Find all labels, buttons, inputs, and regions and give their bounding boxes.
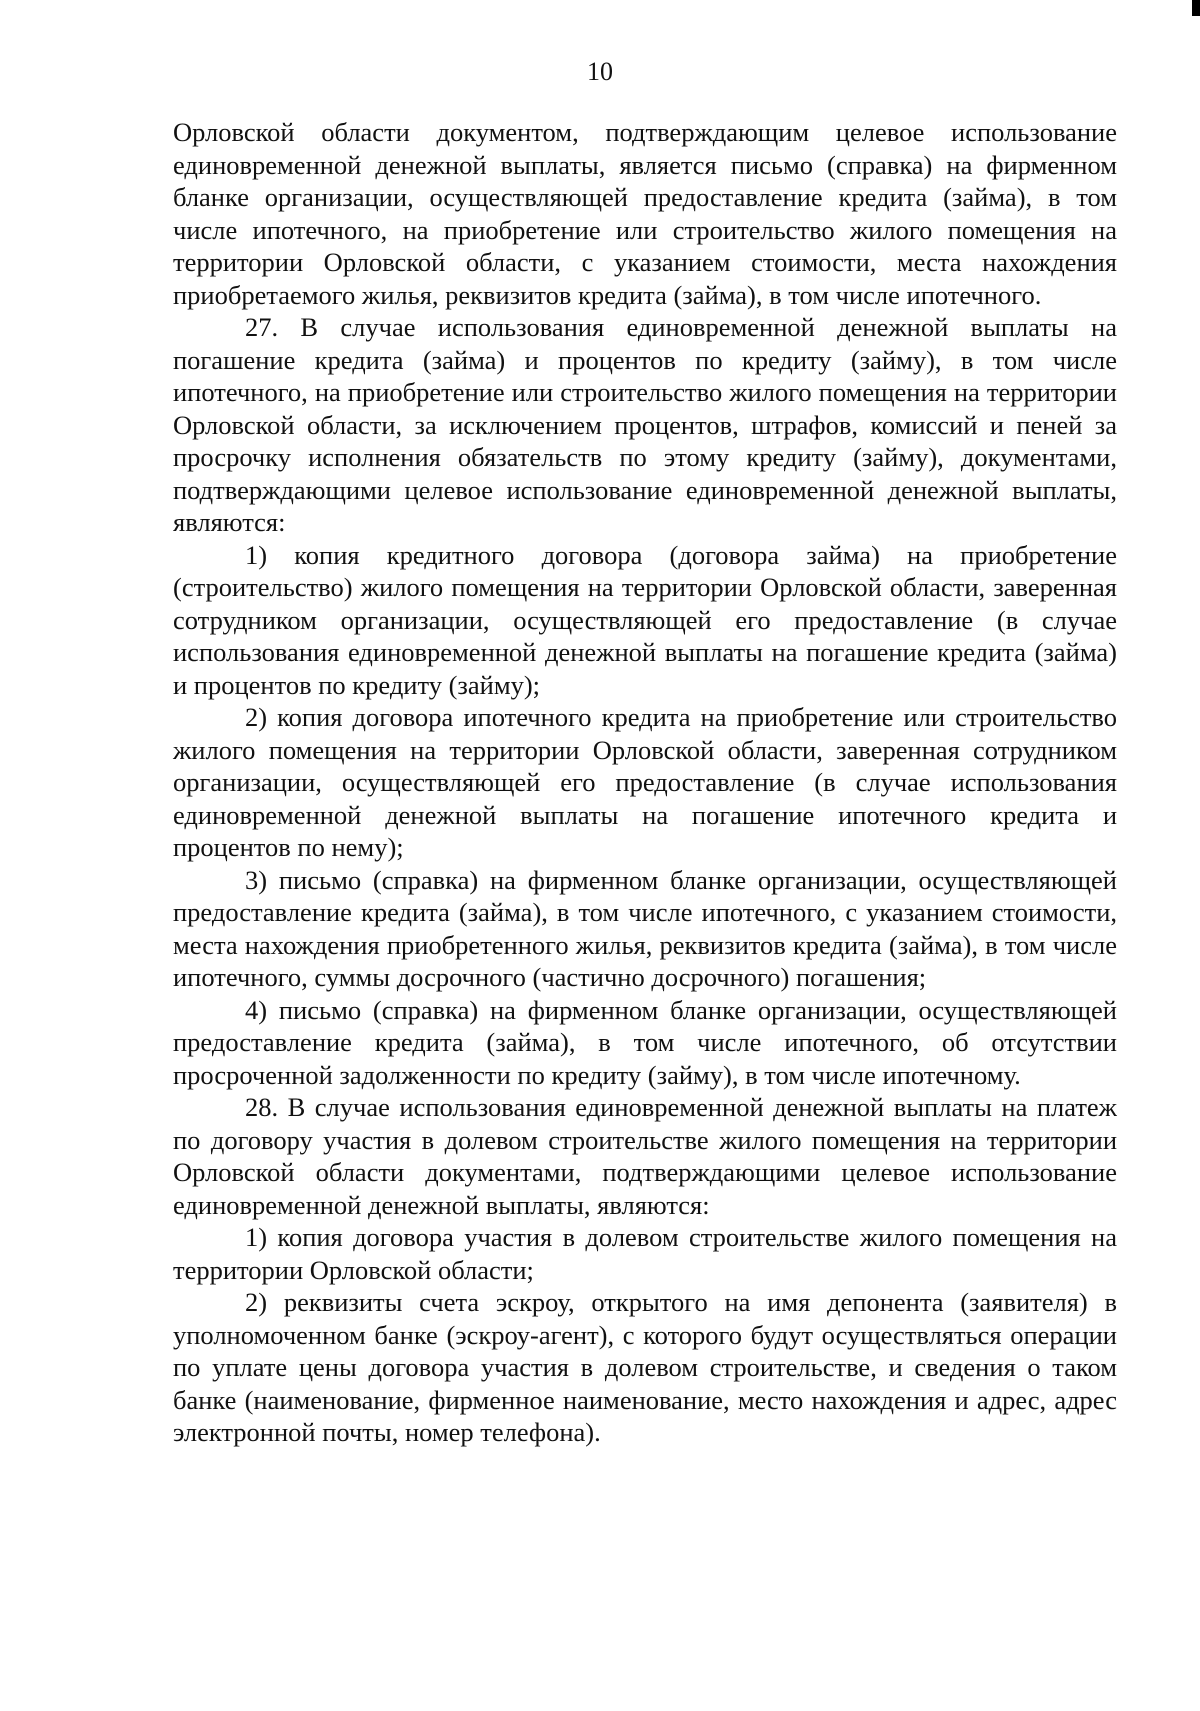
paragraph-clause-27-item-1: 1) копия кредитного договора (договора займа) на приобретение (строительство) жилого помещения на территории Орловской области, заверенная сотрудником организации, осуществляющей его предоставление (в случае использования единовременной денежной выплаты на погашение кредита (займа) и процентов по кредиту (займу); xyxy=(173,539,1117,700)
paragraph-clause-28-item-1: 1) копия договора участия в долевом строительстве жилого помещения на территории Орловской области; xyxy=(173,1222,1117,1285)
paragraph-clause-28-item-2: 2) реквизиты счета эскроу, открытого на имя депонента (заявителя) в уполномоченном банке (эскроу-агент), с которого будут осуществляться операции по уплате цены договора участия в долевом строительстве, и сведения о таком банке (наименование, фирменное наименование, место нахождения и адрес, адрес электронной почты, номер телефона). xyxy=(173,1287,1117,1447)
paragraph-clause-27-item-2: 2) копия договора ипотечного кредита на приобретение или строительство жилого помещения на территории Орловской области, заверенная сотрудником организации, осуществляющей его предоставление (в случае использования единовременной денежной выплаты на погашение ипотечного кредита и процентов по нему); xyxy=(173,702,1117,862)
paragraph-clause-28: 28. В случае использования единовременной денежной выплаты на платеж по договору участия в долевом строительстве жилого помещения на территории Орловской области документами, подтверждающими целевое использование единовременной денежной выплаты, являются: xyxy=(173,1092,1117,1220)
page-number: 10 xyxy=(587,57,613,86)
scan-edge-mark xyxy=(1192,0,1200,16)
paragraph-clause-27-item-4: 4) письмо (справка) на фирменном бланке организации, осуществляющей предоставление кредита (займа), в том числе ипотечного, об отсутствии просроченной задолженности по кредиту (займу), в том числе ипотечному. xyxy=(173,994,1117,1090)
paragraph-clause-27-item-3: 3) письмо (справка) на фирменном бланке организации, осуществляющей предоставление кредита (займа), в том числе ипотечного, с указанием стоимости, места нахождения приобретенного жилья, реквизитов кредита (займа), в том числе ипотечного, суммы досрочного (частично досрочного) погашения; xyxy=(173,864,1117,992)
document-body xyxy=(173,116,1117,1449)
paragraph-clause-27: 27. В случае использования единовременной денежной выплаты на погашение кредита (займа) и процентов по кредиту (займу), в том числе ипотечного, на приобретение или строительство жилого помещения на территории Орловской области, за исключением процентов, штрафов, комиссий и пеней за просрочку исполнения обязательств по этому кредиту (займу), документами, подтверждающими целевое использование единовременной денежной выплаты, являются: xyxy=(173,312,1117,537)
paragraph-continuation: Орловской области документом, подтверждающим целевое использование единовременной денежной выплаты, является письмо (справка) на фирменном бланке организации, осуществляющей предоставление кредита (займа), в том числе ипотечного, на приобретение или строительство жилого помещения на территории Орловской области, с указанием стоимости, места нахождения приобретаемого жилья, реквизитов кредита (займа), в том числе ипотечного. xyxy=(173,117,1117,310)
